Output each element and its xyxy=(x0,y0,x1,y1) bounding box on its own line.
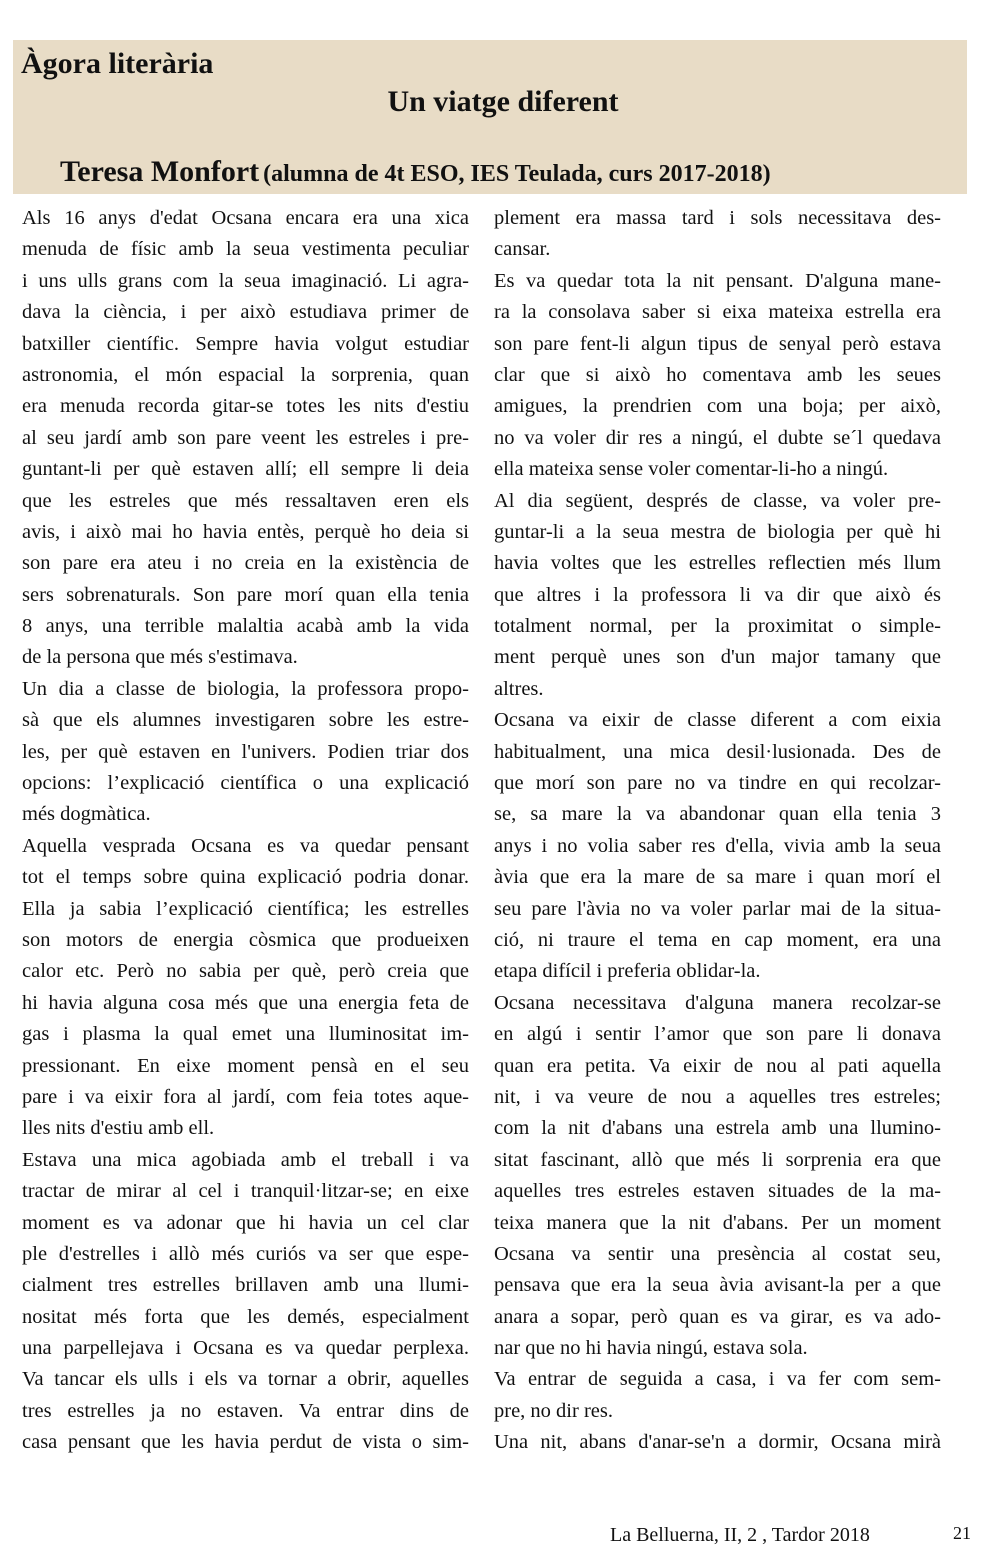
text-line: que morí son pare no va tindre en qui recolzar- xyxy=(494,772,941,795)
text-line: una parpellejava i Ocsana es va quedar perplexa. xyxy=(22,1337,469,1360)
text-line: gas i plasma la qual emet una lluminositat im- xyxy=(22,1023,469,1046)
text-line: menuda de físic amb la seua vestimenta peculiar xyxy=(22,238,469,261)
text-line: havia voltes que les estrelles reflectien més llum xyxy=(494,552,941,575)
text-line: ple d'estrelles i allò més curiós va ser que espe- xyxy=(22,1242,469,1265)
text-line: cialment tres estrelles brillaven amb una llumi- xyxy=(22,1274,469,1297)
text-line: aquelles tres estreles estaven situades de la ma- xyxy=(494,1180,941,1203)
text-line: altres. xyxy=(494,677,544,700)
text-line: amigues, la prendrien com una boja; per això, xyxy=(494,395,941,418)
text-line: sers sobrenaturals. Son pare morí quan ella tenia xyxy=(22,583,469,606)
text-line: dava la ciència, i per això estudiava primer de xyxy=(22,301,469,324)
text-line: guntant-li per què estaven allí; ell sempre li deia xyxy=(22,458,469,481)
text-line: totalment normal, per la proximitat o simple- xyxy=(494,615,941,638)
text-line: que les estreles que més ressaltaven eren els xyxy=(22,489,469,512)
text-line: nit, i va veure de nou a aquelles tres estreles; xyxy=(494,1085,941,1108)
text-line: clar que si això ho comentava amb les seues xyxy=(494,363,941,386)
text-line: hi havia alguna cosa més que una energia feta de xyxy=(22,991,469,1014)
text-line: nar que no hi havia ningú, estava sola. xyxy=(494,1337,808,1360)
text-line: que altres i la professora li va dir que això és xyxy=(494,583,941,606)
text-line: àvia que era la mare de sa mare i quan morí el xyxy=(494,866,941,889)
text-line: Ella ja sabia l’explicació científica; les estrelles xyxy=(22,897,469,920)
text-line: era menuda recorda gitar-se totes les nits d'estiu xyxy=(22,395,469,418)
text-line: lles nits d'estiu amb ell. xyxy=(22,1117,215,1140)
text-line: batxiller científic. Sempre havia volgut estudiar xyxy=(22,332,469,355)
text-line: Ocsana va sentir una presència al costat seu, xyxy=(494,1242,941,1265)
page-number: 21 xyxy=(953,1523,971,1543)
text-line: pensava que era la seua àvia avisant-la per a que xyxy=(494,1274,941,1297)
text-line: i uns ulls grans com la seua imaginació. Li agra- xyxy=(22,269,469,292)
text-line: ella mateixa sense voler comentar-li-ho a ningú. xyxy=(494,458,889,481)
text-line: anys i no volia saber res d'ella, vivia amb la seua xyxy=(494,834,941,857)
text-line: son pare fent-li algun tipus de senyal però estava xyxy=(494,332,941,355)
author-info: (alumna de 4t ESO, IES Teulada, curs 2017-2018) xyxy=(263,161,771,187)
author-name: Teresa Monfort xyxy=(60,155,260,188)
text-line: tractar de mirar al cel i tranquil·litzar-se; en eixe xyxy=(22,1180,469,1203)
text-line: Aquella vesprada Ocsana es va quedar pensant xyxy=(22,834,469,857)
text-line: ció, ni traure el tema en cap moment, era una xyxy=(494,928,941,951)
text-line: Es va quedar tota la nit pensant. D'alguna mane- xyxy=(494,269,941,292)
publication-footer: La Belluerna, II, 2 , Tardor 2018 xyxy=(610,1524,870,1546)
text-line: en algú i sentir l’amor que son pare li donava xyxy=(494,1023,941,1046)
text-line: calor etc. Però no sabia per què, però creia que xyxy=(22,960,469,983)
text-line: Ocsana va eixir de classe diferent a com eixia xyxy=(494,709,941,732)
text-line: ra la consolava saber si eixa mateixa estrella era xyxy=(494,301,941,324)
text-column-right xyxy=(494,203,941,1459)
text-line: teixa manera que la nit d'abans. Per un moment xyxy=(494,1211,941,1234)
text-line: pare i va eixir fora al jardí, com feia totes aque- xyxy=(22,1085,469,1108)
text-line: Estava una mica agobiada amb el treball i va xyxy=(22,1148,469,1171)
text-line: com la nit d'abans una estrela amb una llumino- xyxy=(494,1117,941,1140)
text-line: ment perquè unes son d'un major tamany que xyxy=(494,646,941,669)
text-line: al seu jardí amb son pare veent les estreles i pre- xyxy=(22,426,469,449)
text-line: de la persona que més s'estimava. xyxy=(22,646,298,669)
text-line: quan era petita. Va eixir de nou al pati aquella xyxy=(494,1054,941,1077)
text-line: casa pensant que les havia perdut de vista o sim- xyxy=(22,1431,469,1454)
text-line: son pare era ateu i no creia en la existència de xyxy=(22,552,469,575)
text-line: guntar-li a la seua mestra de biologia per què hi xyxy=(494,520,941,543)
text-line: sà que els alumnes investigaren sobre les estre- xyxy=(22,709,469,732)
text-line: cansar. xyxy=(494,238,551,261)
section-title: Àgora literària xyxy=(21,47,214,80)
text-line: Va entrar de seguida a casa, i va fer com sem- xyxy=(494,1368,941,1391)
text-line: Va tancar els ulls i els va tornar a obrir, aquelles xyxy=(22,1368,469,1391)
text-line: les, per què estaven en l'univers. Podien triar dos xyxy=(22,740,469,763)
text-line: pressionant. En eixe moment pensà en el seu xyxy=(22,1054,469,1077)
text-line: tot el temps sobre quina explicació podria donar. xyxy=(22,866,469,889)
story-title xyxy=(13,82,967,122)
text-line: tres estrelles ja no estaven. Va entrar dins de xyxy=(22,1399,469,1422)
text-line: Al dia següent, després de classe, va voler pre- xyxy=(494,489,941,512)
text-line: sitat fascinant, allò que més li sorprenia era que xyxy=(494,1148,941,1171)
text-line: plement era massa tard i sols necessitava des- xyxy=(494,207,941,229)
text-line: seu pare l'àvia no va voler parlar mai de la situa- xyxy=(494,897,941,920)
text-line: Un dia a classe de biologia, la professora propo- xyxy=(22,677,469,700)
text-line: no va voler dir res a ningú, el dubte se´l quedava xyxy=(494,426,941,449)
text-line: anara a sopar, però quan es va girar, es va ado- xyxy=(494,1305,941,1328)
article-header xyxy=(13,40,967,194)
text-line: Ocsana necessitava d'alguna manera recolzar-se xyxy=(494,991,941,1014)
text-line: habitualment, una mica desil·lusionada. Des de xyxy=(494,740,941,763)
text-line: moment es va adonar que hi havia un cel clar xyxy=(22,1211,469,1234)
story-title-text: Un viatge diferent xyxy=(387,85,619,118)
text-line: opcions: l’explicació científica o una explicació xyxy=(22,772,469,795)
text-line: avis, i això mai ho havia entès, perquè ho deia si xyxy=(22,520,469,543)
text-line: astronomia, el món espacial la sorprenia, quan xyxy=(22,363,469,386)
text-line: son motors de energia còsmica que produeixen xyxy=(22,928,469,951)
text-line: pre, no dir res. xyxy=(494,1399,613,1422)
text-line: nositat més forta que les demés, especialment xyxy=(22,1305,469,1328)
text-line: etapa difícil i preferia oblidar-la. xyxy=(494,960,761,983)
text-line: Als 16 anys d'edat Ocsana encara era una xica xyxy=(22,207,469,229)
text-line: Una nit, abans d'anar-se'n a dormir, Ocsana mirà xyxy=(494,1431,941,1454)
text-line: se, sa mare la va abandonar quan ella tenia 3 xyxy=(494,803,941,826)
text-column-left xyxy=(22,203,469,1459)
byline xyxy=(60,152,771,197)
text-line: 8 anys, una terrible malaltia acabà amb la vida xyxy=(22,615,469,638)
text-line: més dogmàtica. xyxy=(22,803,151,826)
